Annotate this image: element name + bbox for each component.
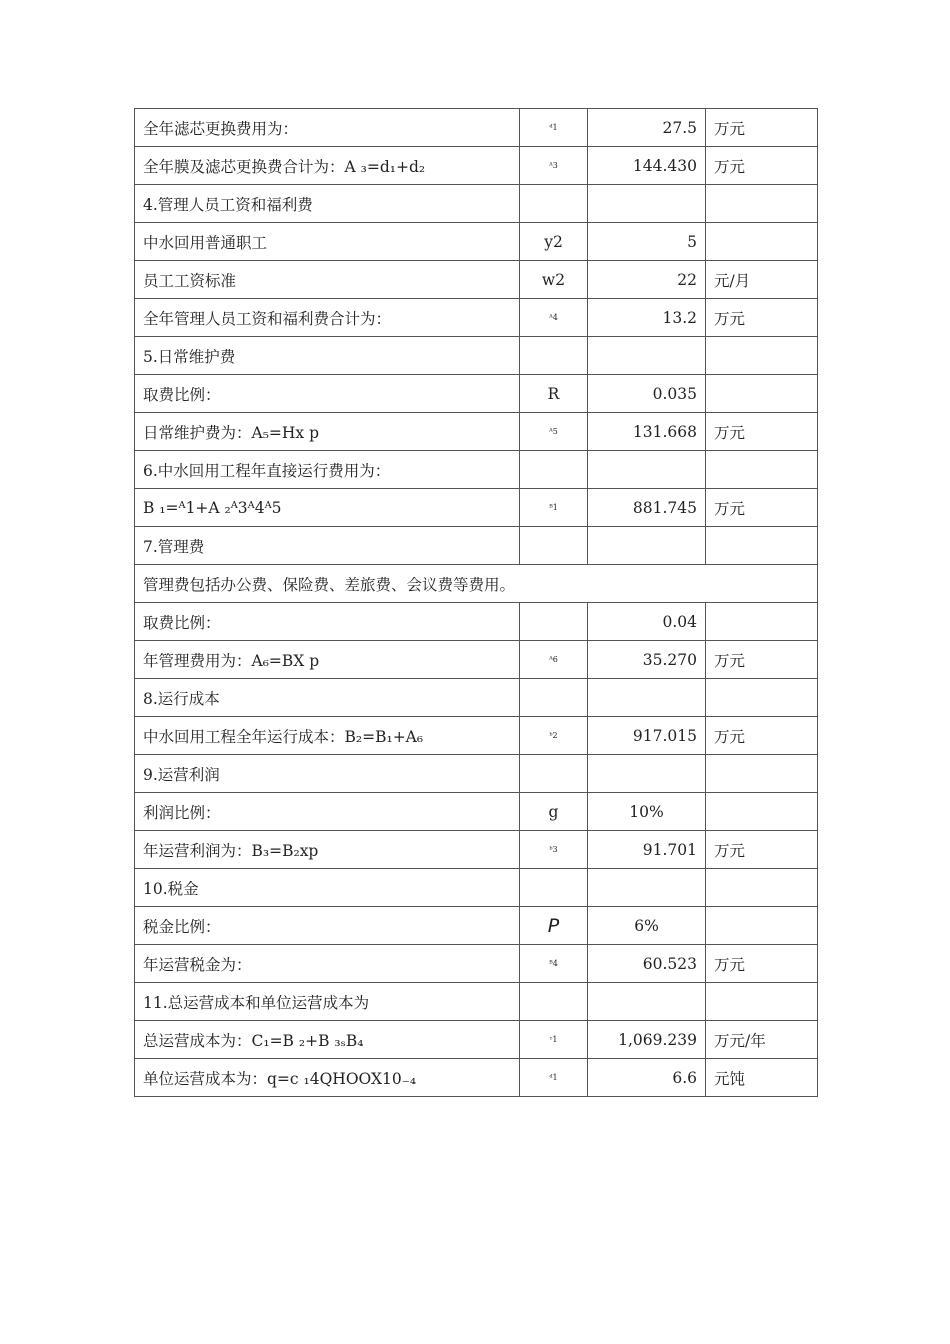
row-unit (706, 603, 818, 641)
row-symbol: ᴮ1 (520, 489, 588, 527)
table-row (135, 413, 818, 451)
row-label: 员工工资标准 (135, 261, 520, 299)
row-label: 全年滤芯更换费用为： (135, 109, 520, 147)
row-symbol: R (520, 375, 588, 413)
row-value (588, 983, 706, 1021)
row-value: 0.04 (588, 603, 706, 641)
row-unit (706, 907, 818, 945)
row-label: 10.税金 (135, 869, 520, 907)
row-symbol: w2 (520, 261, 588, 299)
row-symbol: P (520, 907, 588, 945)
row-label: B ₁=ᴬ1+A ₂ᴬ3ᴬ4ᴬ5 (135, 489, 520, 527)
row-unit: 万元 (706, 717, 818, 755)
row-label: 取费比例： (135, 603, 520, 641)
row-value: 131.668 (588, 413, 706, 451)
row-symbol: ᵇ2 (520, 717, 588, 755)
table-row (135, 185, 818, 223)
row-symbol (520, 755, 588, 793)
table-row (135, 223, 818, 261)
row-unit: 万元 (706, 147, 818, 185)
row-unit: 万元/年 (706, 1021, 818, 1059)
row-value: 6% (588, 907, 706, 945)
row-label: 年管理费用为：A₆=BX p (135, 641, 520, 679)
row-label: 11.总运营成本和单位运营成本为 (135, 983, 520, 1021)
table-row (135, 337, 818, 375)
table-row (135, 603, 818, 641)
table-row (135, 451, 818, 489)
row-symbol: y2 (520, 223, 588, 261)
row-label: 中水回用普通职工 (135, 223, 520, 261)
row-unit: 元饨 (706, 1059, 818, 1097)
table-row (135, 489, 818, 527)
table-row (135, 717, 818, 755)
row-label: 全年膜及滤芯更换费合计为：A ₃=d₁+d₂ (135, 147, 520, 185)
table-row (135, 299, 818, 337)
table-row (135, 1021, 818, 1059)
row-unit (706, 793, 818, 831)
table-row (135, 109, 818, 147)
row-value: 6.6 (588, 1059, 706, 1097)
row-value: 1,069.239 (588, 1021, 706, 1059)
row-label: 5.日常维护费 (135, 337, 520, 375)
row-symbol: ᴬ6 (520, 641, 588, 679)
row-unit (706, 451, 818, 489)
table-row (135, 375, 818, 413)
row-value: 917.015 (588, 717, 706, 755)
row-label: 年运营税金为： (135, 945, 520, 983)
table-row (135, 641, 818, 679)
row-value: 881.745 (588, 489, 706, 527)
row-unit (706, 679, 818, 717)
table-row (135, 945, 818, 983)
table-row (135, 755, 818, 793)
row-value: 60.523 (588, 945, 706, 983)
table-row (135, 527, 818, 565)
row-symbol: ᶜ1 (520, 1021, 588, 1059)
row-label: 单位运营成本为：q=c ₁4QHOOX10₋₄ (135, 1059, 520, 1097)
row-unit: 万元 (706, 641, 818, 679)
row-unit (706, 755, 818, 793)
row-label: 取费比例： (135, 375, 520, 413)
management-fee-note: 管理费包括办公费、保险费、差旅费、会议费等费用。 (135, 565, 818, 603)
table-row (135, 831, 818, 869)
row-value (588, 679, 706, 717)
row-unit: 元/月 (706, 261, 818, 299)
row-unit: 万元 (706, 831, 818, 869)
row-label: 年运营利润为：B₃=B₂xp (135, 831, 520, 869)
row-symbol (520, 527, 588, 565)
row-value (588, 869, 706, 907)
row-value (588, 451, 706, 489)
row-unit (706, 375, 818, 413)
row-unit (706, 337, 818, 375)
row-value (588, 185, 706, 223)
row-label: 总运营成本为：C₁=B ₂+B ₃ₛB₄ (135, 1021, 520, 1059)
row-symbol (520, 869, 588, 907)
row-value: 144.430 (588, 147, 706, 185)
row-symbol (520, 451, 588, 489)
cost-table-body (135, 109, 818, 1097)
row-symbol (520, 679, 588, 717)
row-unit (706, 869, 818, 907)
row-symbol (520, 185, 588, 223)
cost-table (134, 108, 818, 1097)
row-unit (706, 527, 818, 565)
row-label: 7.管理费 (135, 527, 520, 565)
row-symbol (520, 983, 588, 1021)
row-value (588, 527, 706, 565)
row-symbol: ᴮ4 (520, 945, 588, 983)
table-row (135, 793, 818, 831)
table-row (135, 1059, 818, 1097)
table-row (135, 679, 818, 717)
table-row (135, 147, 818, 185)
row-unit: 万元 (706, 299, 818, 337)
table-row (135, 869, 818, 907)
row-value: 35.270 (588, 641, 706, 679)
row-label: 8.运行成本 (135, 679, 520, 717)
table-row-note (135, 565, 818, 603)
row-unit: 万元 (706, 945, 818, 983)
row-label: 利润比例： (135, 793, 520, 831)
row-label: 6.中水回用工程年直接运行费用为： (135, 451, 520, 489)
table-row (135, 261, 818, 299)
row-symbol (520, 337, 588, 375)
table-row (135, 907, 818, 945)
row-label: 4.管理人员工资和福利费 (135, 185, 520, 223)
row-label: 中水回用工程全年运行成本：B₂=B₁+A₆ (135, 717, 520, 755)
row-symbol: ᵈ1 (520, 109, 588, 147)
row-symbol: ᴬ3 (520, 147, 588, 185)
row-label: 全年管理人员工资和福利费合计为： (135, 299, 520, 337)
row-symbol: ᵇ3 (520, 831, 588, 869)
row-value (588, 755, 706, 793)
row-unit: 万元 (706, 109, 818, 147)
row-unit (706, 983, 818, 1021)
row-value: 10% (588, 793, 706, 831)
row-symbol: ᴬ5 (520, 413, 588, 451)
row-value: 22 (588, 261, 706, 299)
row-unit: 万元 (706, 413, 818, 451)
row-label: 税金比例： (135, 907, 520, 945)
row-value: 91.701 (588, 831, 706, 869)
row-unit (706, 223, 818, 261)
table-row (135, 983, 818, 1021)
row-value (588, 337, 706, 375)
row-symbol: ᵈ1 (520, 1059, 588, 1097)
row-symbol (520, 603, 588, 641)
row-unit: 万元 (706, 489, 818, 527)
row-symbol: g (520, 793, 588, 831)
row-value: 13.2 (588, 299, 706, 337)
row-label: 日常维护费为：A₅=Hx p (135, 413, 520, 451)
row-unit (706, 185, 818, 223)
row-label: 9.运营利润 (135, 755, 520, 793)
row-value: 0.035 (588, 375, 706, 413)
row-value: 27.5 (588, 109, 706, 147)
row-value: 5 (588, 223, 706, 261)
row-symbol: ᴬ4 (520, 299, 588, 337)
